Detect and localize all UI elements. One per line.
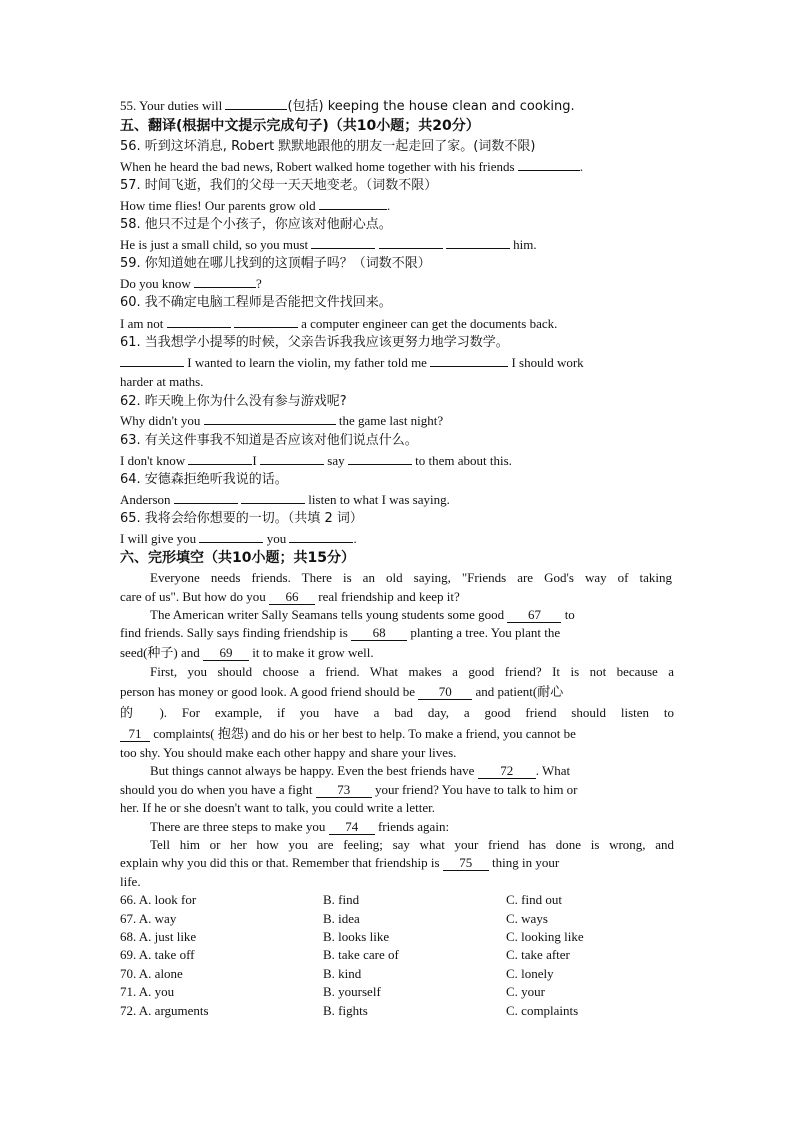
blank-71[interactable]: 71 bbox=[120, 727, 150, 742]
options-67 bbox=[120, 910, 680, 928]
passage-text: seed(种子) and bbox=[120, 645, 200, 660]
passage-p6-line2 bbox=[120, 854, 676, 872]
q63-answer-line bbox=[120, 452, 676, 470]
passage-p3-line1: First, you should choose a friend. What makes a good friend? It is not because a bbox=[150, 664, 674, 679]
q57-text: How time flies! Our parents grow old bbox=[120, 198, 316, 213]
q58-blank-1[interactable] bbox=[311, 236, 375, 249]
q63-text-3: say bbox=[327, 453, 345, 468]
q64-prompt: 64. 安德森拒绝听我说的话。 bbox=[120, 472, 288, 487]
q59-prompt: 59. 你知道她在哪儿找到的这顶帽子吗？（词数不限） bbox=[120, 256, 431, 271]
q55-line bbox=[120, 97, 676, 115]
passage-text: it to make it grow well. bbox=[252, 645, 374, 660]
passage-p3-line2 bbox=[120, 683, 676, 701]
q62-text: Why didn't you bbox=[120, 413, 201, 428]
passage-p2-line1 bbox=[150, 606, 672, 624]
q61-answer-line-2: harder at maths. bbox=[120, 374, 204, 389]
option-69-a[interactable]: 69. A. take off bbox=[120, 947, 195, 962]
option-66-a[interactable]: 66. A. look for bbox=[120, 892, 197, 907]
option-72-c[interactable]: C. complaints bbox=[506, 1003, 579, 1018]
q61-text-1: I wanted to learn the violin, my father told me bbox=[187, 355, 427, 370]
passage-text: thing in your bbox=[492, 855, 560, 870]
passage-text: explain why you did this or that. Remember that friendship is bbox=[120, 855, 440, 870]
passage-p3-line5: too shy. You should make each other happy and share your lives. bbox=[120, 745, 457, 760]
q63-blank-3[interactable] bbox=[348, 452, 412, 465]
passage-p5-line1 bbox=[150, 818, 672, 836]
blank-75[interactable]: 75 bbox=[443, 856, 489, 871]
q57-end: . bbox=[386, 198, 391, 213]
passage-p6-line3: life. bbox=[120, 874, 141, 889]
option-71-b[interactable]: B. yourself bbox=[323, 984, 381, 999]
q61-text-2: I should work bbox=[511, 355, 584, 370]
q58-prompt: 58. 他只不过是个小孩子，你应该对他耐心点。 bbox=[120, 217, 392, 232]
q63-blank-2[interactable] bbox=[260, 452, 324, 465]
passage-p4-line1 bbox=[150, 762, 672, 780]
q57-blank[interactable] bbox=[319, 197, 387, 210]
blank-68[interactable]: 68 bbox=[351, 626, 407, 641]
q61-blank-1[interactable] bbox=[120, 354, 184, 367]
q62-blank-2[interactable] bbox=[272, 412, 336, 425]
option-71-c[interactable]: C. your bbox=[506, 984, 545, 999]
passage-p2-line3 bbox=[120, 644, 676, 662]
q65-blank-2[interactable] bbox=[289, 530, 353, 543]
option-68-a[interactable]: 68. A. just like bbox=[120, 929, 197, 944]
option-69-b[interactable]: B. take care of bbox=[323, 947, 399, 962]
q64-text: Anderson bbox=[120, 492, 171, 507]
passage-p2-line2 bbox=[120, 624, 676, 642]
q65-text-1: I will give you bbox=[120, 531, 197, 546]
passage-text: planting a tree. You plant the bbox=[410, 625, 561, 640]
option-70-b[interactable]: B. kind bbox=[323, 966, 362, 981]
q63-text-2: I bbox=[252, 453, 257, 468]
option-71-a[interactable]: 71. A. you bbox=[120, 984, 175, 999]
section5-title: 五、翻译(根据中文提示完成句子)（共10小题；共20分） bbox=[120, 118, 480, 134]
passage-text: . What bbox=[535, 763, 571, 778]
q65-end: . bbox=[353, 531, 357, 546]
q64-end: listen to what I was saying. bbox=[308, 492, 450, 507]
q61-prompt: 61. 当我想学小提琴的时候，父亲告诉我我应该更努力地学习数学。 bbox=[120, 335, 509, 350]
q62-answer-line bbox=[120, 412, 676, 430]
q59-end: ? bbox=[256, 276, 262, 291]
q60-blank-2[interactable] bbox=[234, 315, 298, 328]
q60-prompt: 60. 我不确定电脑工程师是否能把文件找回来。 bbox=[120, 295, 392, 310]
q64-blank-2[interactable] bbox=[241, 491, 305, 504]
option-67-b[interactable]: B. idea bbox=[323, 911, 360, 926]
q56-end: . bbox=[579, 159, 584, 174]
option-67-c[interactable]: C. ways bbox=[506, 911, 548, 926]
q59-blank[interactable] bbox=[194, 275, 256, 288]
q64-blank-1[interactable] bbox=[174, 491, 238, 504]
q55-blank[interactable] bbox=[225, 97, 287, 110]
blank-72[interactable]: 72 bbox=[478, 764, 536, 779]
passage-text: find friends. Sally says finding friendship is bbox=[120, 625, 348, 640]
passage-text: should you do when you have a fight bbox=[120, 782, 313, 797]
q62-blank-1[interactable] bbox=[204, 412, 272, 425]
q60-answer-line bbox=[120, 315, 676, 333]
q60-text: I am not bbox=[120, 316, 164, 331]
option-66-b[interactable]: B. find bbox=[323, 892, 360, 907]
passage-text: complaints( 抱怨) and do his or her best to help. To make a friend, you cannot be bbox=[153, 726, 576, 741]
options-66 bbox=[120, 891, 680, 909]
passage-p4-line3: her. If he or she doesn't want to talk, you could write a letter. bbox=[120, 800, 435, 815]
q58-blank-2[interactable] bbox=[379, 236, 443, 249]
option-66-c[interactable]: C. find out bbox=[506, 892, 562, 907]
q65-answer-line bbox=[120, 530, 676, 548]
option-68-c[interactable]: C. looking like bbox=[506, 929, 584, 944]
blank-67[interactable]: 67 bbox=[507, 608, 561, 623]
passage-text: your friend? You have to talk to him or bbox=[374, 782, 578, 797]
q56-answer-line bbox=[120, 158, 676, 176]
option-70-c[interactable]: C. lonely bbox=[506, 966, 554, 981]
q62-end: the game last night? bbox=[338, 413, 444, 428]
option-72-b[interactable]: B. fights bbox=[323, 1003, 368, 1018]
q62-prompt: 62. 昨天晚上你为什么没有参与游戏呢? bbox=[120, 394, 347, 409]
blank-69[interactable]: 69 bbox=[203, 646, 249, 661]
passage-p4-line2 bbox=[120, 781, 676, 799]
section6-title: 六、完形填空（共10小题；共15分） bbox=[120, 550, 355, 566]
passage-p3-line4 bbox=[120, 725, 676, 743]
option-72-a[interactable]: 72. A. arguments bbox=[120, 1003, 209, 1018]
passage-text: to bbox=[564, 607, 575, 622]
q63-end: to them about this. bbox=[415, 453, 512, 468]
q65-text-2: you bbox=[266, 531, 287, 546]
q64-answer-line bbox=[120, 491, 676, 509]
passage-text: friends again: bbox=[377, 819, 450, 834]
option-69-c[interactable]: C. take after bbox=[506, 947, 570, 962]
q60-blank-1[interactable] bbox=[167, 315, 231, 328]
passage-text: care of us". But how do you bbox=[120, 589, 266, 604]
passage-text: But things cannot always be happy. Even the best friends have bbox=[150, 763, 475, 778]
option-67-a[interactable]: 67. A. way bbox=[120, 911, 177, 926]
options-69 bbox=[120, 946, 680, 964]
passage-text: person has money or good look. A good friend should be bbox=[120, 684, 415, 699]
passage-text: The American writer Sally Seamans tells young students some good bbox=[150, 607, 505, 622]
q61-blank-2[interactable] bbox=[430, 354, 508, 367]
blank-70[interactable]: 70 bbox=[418, 685, 472, 700]
options-71 bbox=[120, 983, 680, 1001]
q65-prompt: 65. 我将会给你想要的一切。（共填 2 词） bbox=[120, 511, 363, 526]
q58-answer-line bbox=[120, 236, 676, 254]
q56-text: When he heard the bad news, Robert walked home together with his friends bbox=[120, 159, 515, 174]
blank-74[interactable]: 74 bbox=[329, 820, 375, 835]
q65-blank-1[interactable] bbox=[199, 530, 263, 543]
q63-text-1: I don't know bbox=[120, 453, 186, 468]
q63-blank-1[interactable] bbox=[188, 452, 252, 465]
q55-text-after: (包括) keeping the house clean and cooking. bbox=[287, 99, 575, 114]
q56-prompt: 56. 听到这坏消息, Robert 默默地跟他的朋友一起走回了家。(词数不限) bbox=[120, 139, 536, 154]
q63-prompt: 63. 有关这件事我不知道是否应该对他们说点什么。 bbox=[120, 433, 418, 448]
q58-text: He is just a small child, so you must bbox=[120, 237, 309, 252]
passage-p6-line1: Tell him or her how you are feeling; say what your friend has done is wrong, and bbox=[150, 837, 674, 852]
options-68 bbox=[120, 928, 680, 946]
blank-73[interactable]: 73 bbox=[316, 783, 372, 798]
passage-p1-line2 bbox=[120, 588, 676, 606]
option-70-a[interactable]: 70. A. alone bbox=[120, 966, 183, 981]
option-68-b[interactable]: B. looks like bbox=[323, 929, 390, 944]
q57-answer-line bbox=[120, 197, 676, 215]
q61-answer-line bbox=[120, 354, 676, 372]
passage-p3-line3: 的 ). For example, if you have a bad day, a good friend should listen to bbox=[120, 705, 674, 720]
q57-prompt: 57. 时间飞逝，我们的父母一天天地变老。（词数不限） bbox=[120, 178, 438, 193]
q60-end: a computer engineer can get the documents back. bbox=[301, 316, 558, 331]
q58-end: him. bbox=[513, 237, 537, 252]
options-70 bbox=[120, 965, 680, 983]
q55-text-before: 55. Your duties will bbox=[120, 98, 223, 113]
options-72 bbox=[120, 1002, 680, 1020]
passage-text: real friendship and keep it? bbox=[318, 589, 460, 604]
passage-text: There are three steps to make you bbox=[150, 819, 326, 834]
q59-text: Do you know bbox=[120, 276, 191, 291]
passage-text: and patient(耐心 bbox=[475, 684, 564, 699]
q58-blank-3[interactable] bbox=[446, 236, 510, 249]
blank-66[interactable]: 66 bbox=[269, 590, 315, 605]
q56-blank[interactable] bbox=[518, 158, 580, 171]
passage-p1-line1: Everyone needs friends. There is an old saying, "Friends are God's way of taking bbox=[150, 570, 672, 585]
q59-answer-line bbox=[120, 275, 676, 293]
